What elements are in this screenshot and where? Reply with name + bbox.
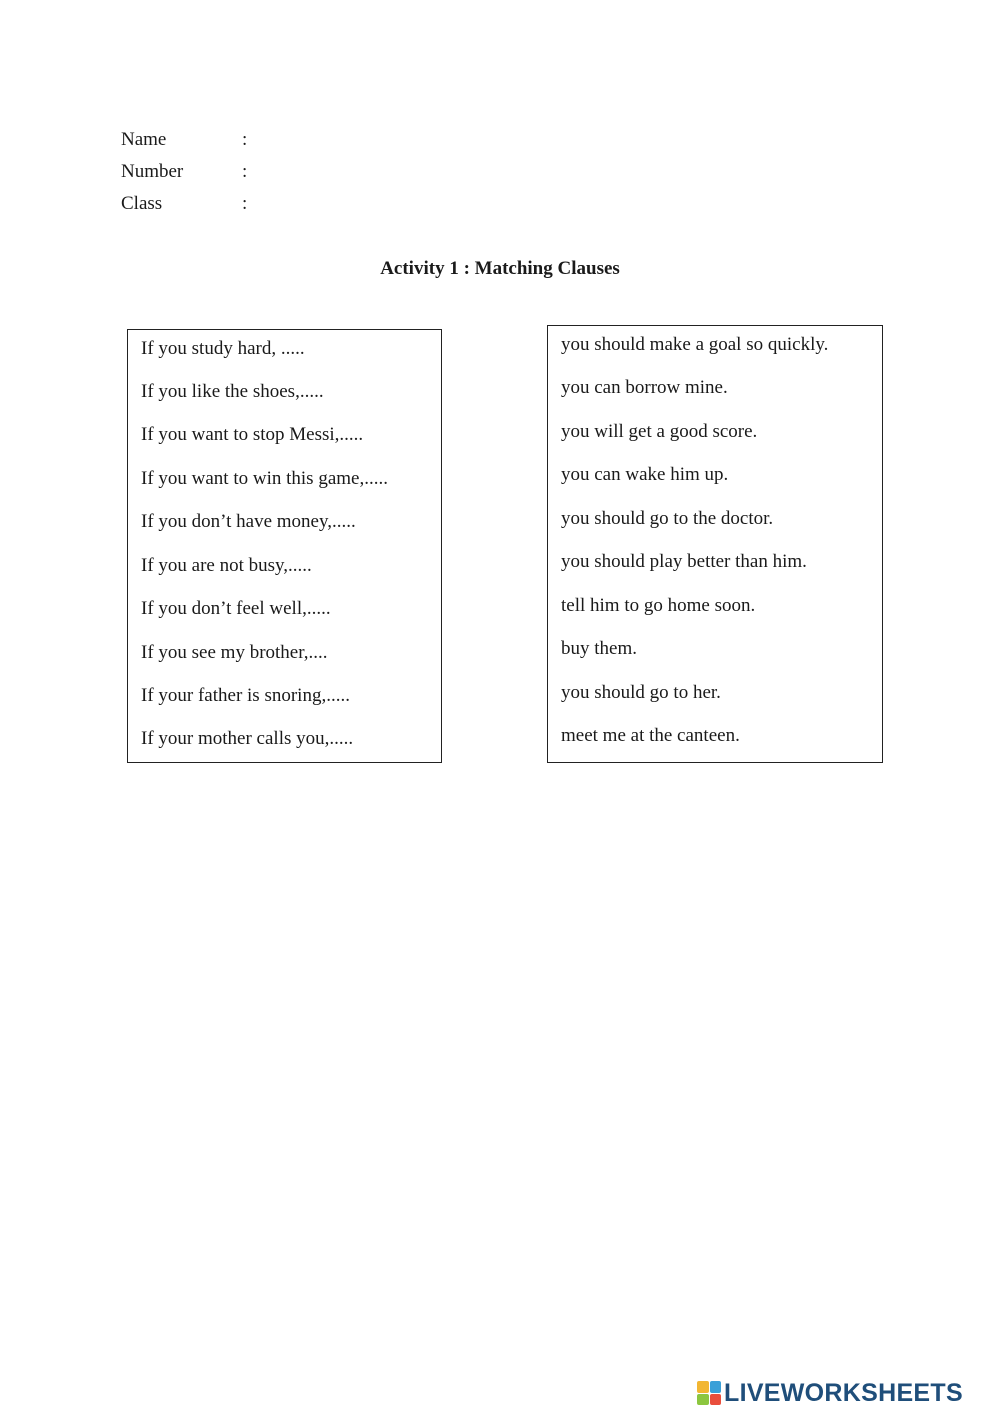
if-clause-8[interactable]: If you see my brother,.... bbox=[141, 642, 328, 663]
name-label: Name bbox=[121, 129, 167, 150]
main-clause-3[interactable]: you will get a good score. bbox=[561, 421, 758, 442]
if-clause-7[interactable]: If you don’t feel well,..... bbox=[141, 598, 331, 619]
class-colon: : bbox=[242, 193, 248, 214]
if-clause-10[interactable]: If your mother calls you,..... bbox=[141, 728, 354, 749]
main-clause-1[interactable]: you should make a goal so quickly. bbox=[561, 334, 829, 355]
name-field bbox=[121, 128, 247, 152]
main-clause-box bbox=[547, 325, 883, 763]
main-clause-10[interactable]: meet me at the canteen. bbox=[561, 725, 740, 746]
number-colon: : bbox=[242, 161, 248, 182]
if-clause-2[interactable]: If you like the shoes,..... bbox=[141, 381, 324, 402]
liveworksheets-logo-icon bbox=[697, 1381, 721, 1405]
main-clause-6[interactable]: you should play better than him. bbox=[561, 551, 807, 572]
liveworksheets-logo bbox=[697, 1378, 963, 1408]
main-clause-5[interactable]: you should go to the doctor. bbox=[561, 508, 774, 529]
main-clause-4[interactable]: you can wake him up. bbox=[561, 464, 729, 485]
liveworksheets-brand-text: LIVEWORKSHEETS bbox=[724, 1378, 963, 1407]
if-clause-4[interactable]: If you want to win this game,..... bbox=[141, 468, 388, 489]
if-clause-1[interactable]: If you study hard, ..... bbox=[141, 338, 305, 359]
name-colon: : bbox=[242, 129, 248, 150]
main-clause-7[interactable]: tell him to go home soon. bbox=[561, 595, 756, 616]
class-label: Class bbox=[121, 193, 163, 214]
main-clause-8[interactable]: buy them. bbox=[561, 638, 637, 659]
if-clause-6[interactable]: If you are not busy,..... bbox=[141, 555, 312, 576]
class-field bbox=[121, 192, 247, 216]
if-clause-5[interactable]: If you don’t have money,..... bbox=[141, 511, 356, 532]
main-clause-2[interactable]: you can borrow mine. bbox=[561, 377, 728, 398]
main-clause-9[interactable]: you should go to her. bbox=[561, 682, 721, 703]
activity-title: Activity 1 : Matching Clauses bbox=[380, 258, 620, 279]
number-label: Number bbox=[121, 161, 184, 182]
if-clause-3[interactable]: If you want to stop Messi,..... bbox=[141, 424, 364, 445]
if-clause-9[interactable]: If your father is snoring,..... bbox=[141, 685, 350, 706]
if-clause-box bbox=[127, 329, 442, 763]
number-field bbox=[121, 160, 247, 184]
